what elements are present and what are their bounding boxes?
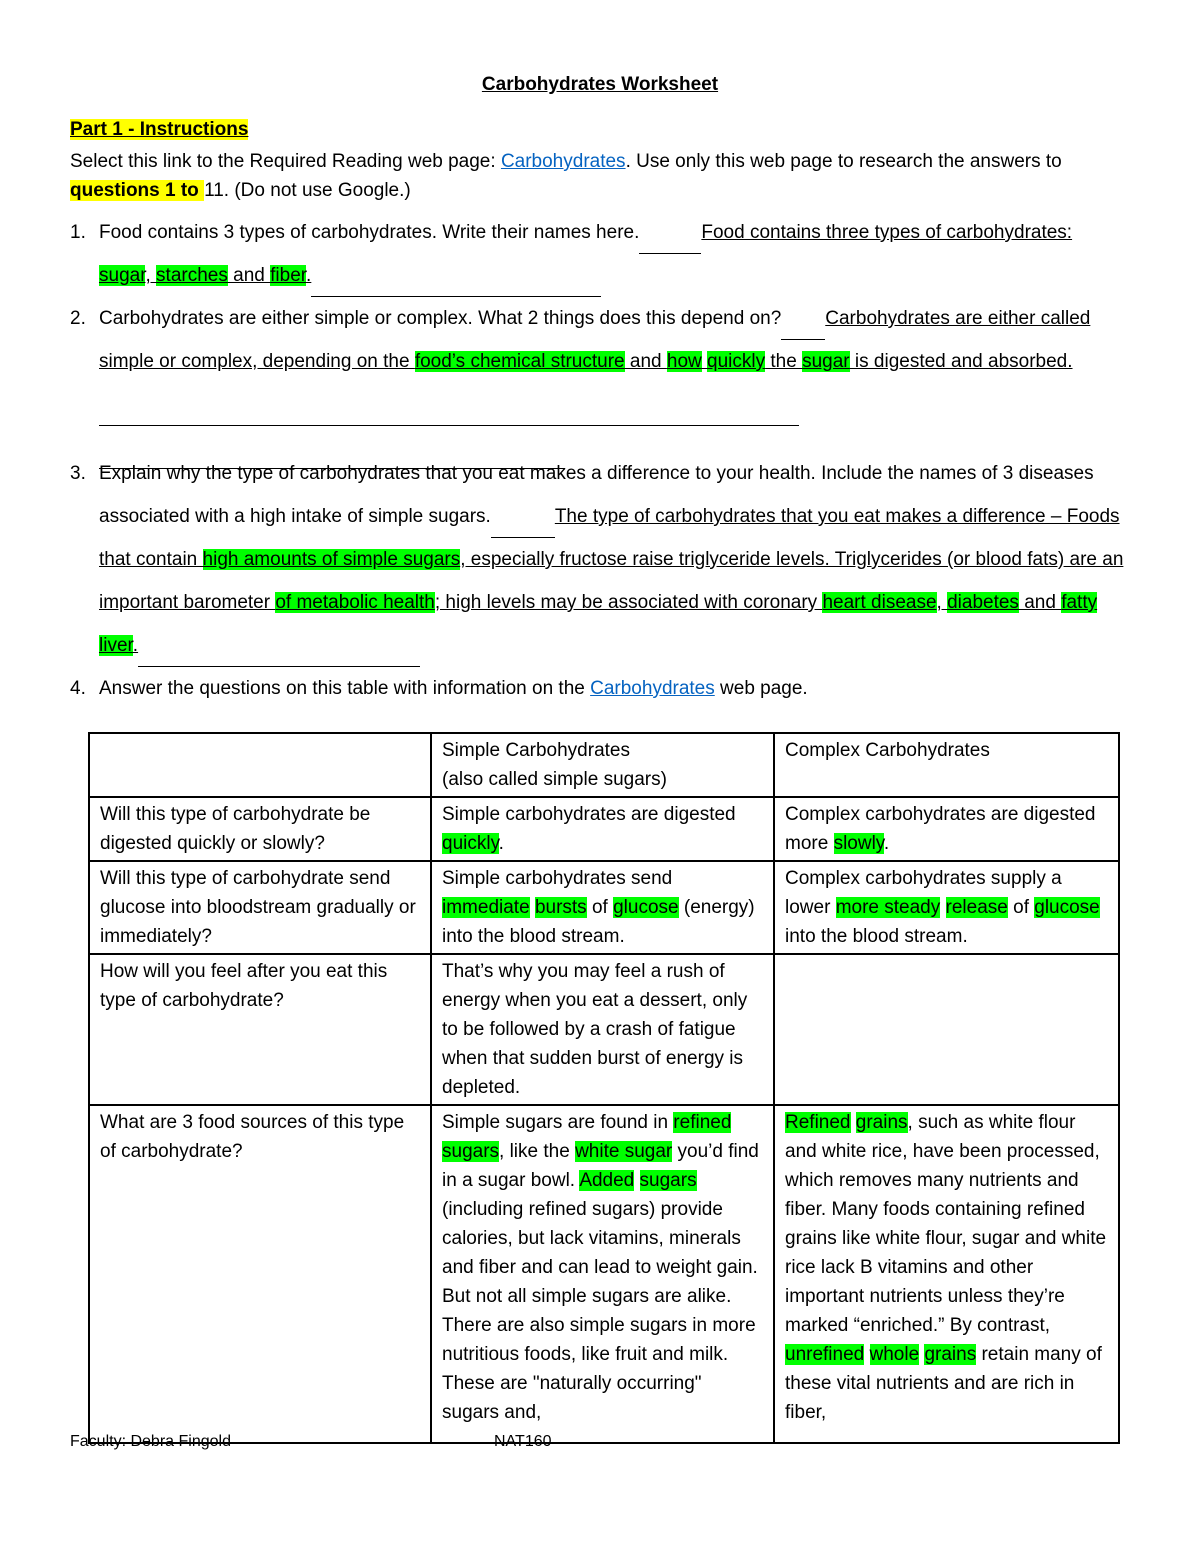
- answer-3: The type of carbohydrates that you eat makes a difference – Foods that contain high amounts of simple sugars, especially fructose raise triglyceride levels. Triglycerides (or blood fats) are an important barometer of metabolic health; high levels may be associated with coronary heart disease, diabetes and fatty liver.: [99, 506, 1124, 656]
- part-heading: Part 1 - Instructions: [70, 119, 249, 140]
- page-title: Carbohydrates Worksheet: [481, 74, 719, 95]
- carbohydrates-link[interactable]: Carbohydrates: [500, 151, 626, 172]
- table-row: [89, 797, 1119, 861]
- table-cell: Simple carbohydrates are digested quickly.: [431, 797, 774, 861]
- table-row: [89, 861, 1119, 954]
- table-header-simple: Simple Carbohydrates (also called simple sugars): [431, 733, 774, 797]
- table-row: [89, 1105, 1119, 1443]
- table-cell: That’s why you may feel a rush of energy when you eat a dessert, only to be followed by a crash of fatigue when that sudden burst of energy is depleted.: [431, 954, 774, 1105]
- table-question: Will this type of carbohydrate send glucose into bloodstream gradually or immediately?: [89, 861, 431, 954]
- question-2: 2. Carbohydrates are either simple or complex. What 2 things does this depend on? Carbohydrates are either called simple or complex, depending on the food’s chemical structure and how quickly the sugar is digested and absorbed.: [70, 297, 1120, 469]
- answer-2: Carbohydrates are either called simple or complex, depending on the food’s chemical structure and how quickly the sugar is digested and absorbed.: [99, 308, 1091, 372]
- footer-faculty: Faculty: Debra Fingold: [70, 1433, 231, 1450]
- questions-highlight: questions 1 to: [70, 180, 205, 201]
- table-cell: Complex carbohydrates are digested more slowly.: [774, 797, 1119, 861]
- table-question: How will you feel after you eat this type of carbohydrate?: [89, 954, 431, 1105]
- carbohydrates-table: [88, 732, 1120, 1444]
- answer-1: Food contains three types of carbohydrates: sugar, starches and fiber.: [99, 222, 1073, 286]
- table-cell: [774, 954, 1119, 1105]
- footer-course: NAT160: [494, 1433, 552, 1450]
- table-question: Will this type of carbohydrate be digested quickly or slowly?: [89, 797, 431, 861]
- table-header-row: [89, 733, 1119, 797]
- table-question: What are 3 food sources of this type of carbohydrate?: [89, 1105, 431, 1443]
- table-cell: Simple carbohydrates send immediate bursts of glucose (energy) into the blood stream.: [431, 861, 774, 954]
- table-cell: [89, 733, 431, 797]
- question-1: 1. Food contains 3 types of carbohydrates. Write their names here. Food contains three types of carbohydrates: sugar, starches and fiber.: [70, 211, 1120, 297]
- table-header-complex: Complex Carbohydrates: [774, 733, 1119, 797]
- question-3: 3. Explain why the type of carbohydrates that you eat makes a difference to your health. Include the names of 3 diseases associated with a high intake of simple sugars. The type of carbohydrates that you eat makes a difference – Foods that contain high amounts of simple sugars, especially fructose raise triglyceride levels. Triglycerides (or blood fats) are an important barometer of metabolic health; high levels may be associated with coronary heart disease, diabetes and fatty liver.: [70, 452, 1130, 667]
- carbohydrates-link-2[interactable]: Carbohydrates: [590, 678, 715, 699]
- question-4: 4. Answer the questions on this table with information on the Carbohydrates web page.: [70, 678, 808, 699]
- table-row: [89, 954, 1119, 1105]
- table-cell: Simple sugars are found in refined sugars, like the white sugar you’d find in a sugar bowl. Added sugars (including refined sugars) provide calories, but lack vitamins, minerals and fiber and can lead to weight gain. But not all simple sugars are alike. There are also simple sugars in more nutritious foods, like fruit and milk. These are "naturally occurring" sugars and,: [431, 1105, 774, 1443]
- instructions-paragraph: Select this link to the Required Reading web page: Carbohydrates. Use only this web page to research the answers to questions 1 to 11. (Do not use Google.): [70, 151, 1062, 201]
- table-cell: Refined grains, such as white flour and white rice, have been processed, which removes many nutrients and fiber. Many foods containing refined grains like white flour, sugar and white rice lack B vitamins and other important nutrients unless they’re marked “enriched.” By contrast, unrefined whole grains retain many of these vital nutrients and are rich in fiber,: [774, 1105, 1119, 1443]
- table-cell: Complex carbohydrates supply a lower more steady release of glucose into the blood stream.: [774, 861, 1119, 954]
